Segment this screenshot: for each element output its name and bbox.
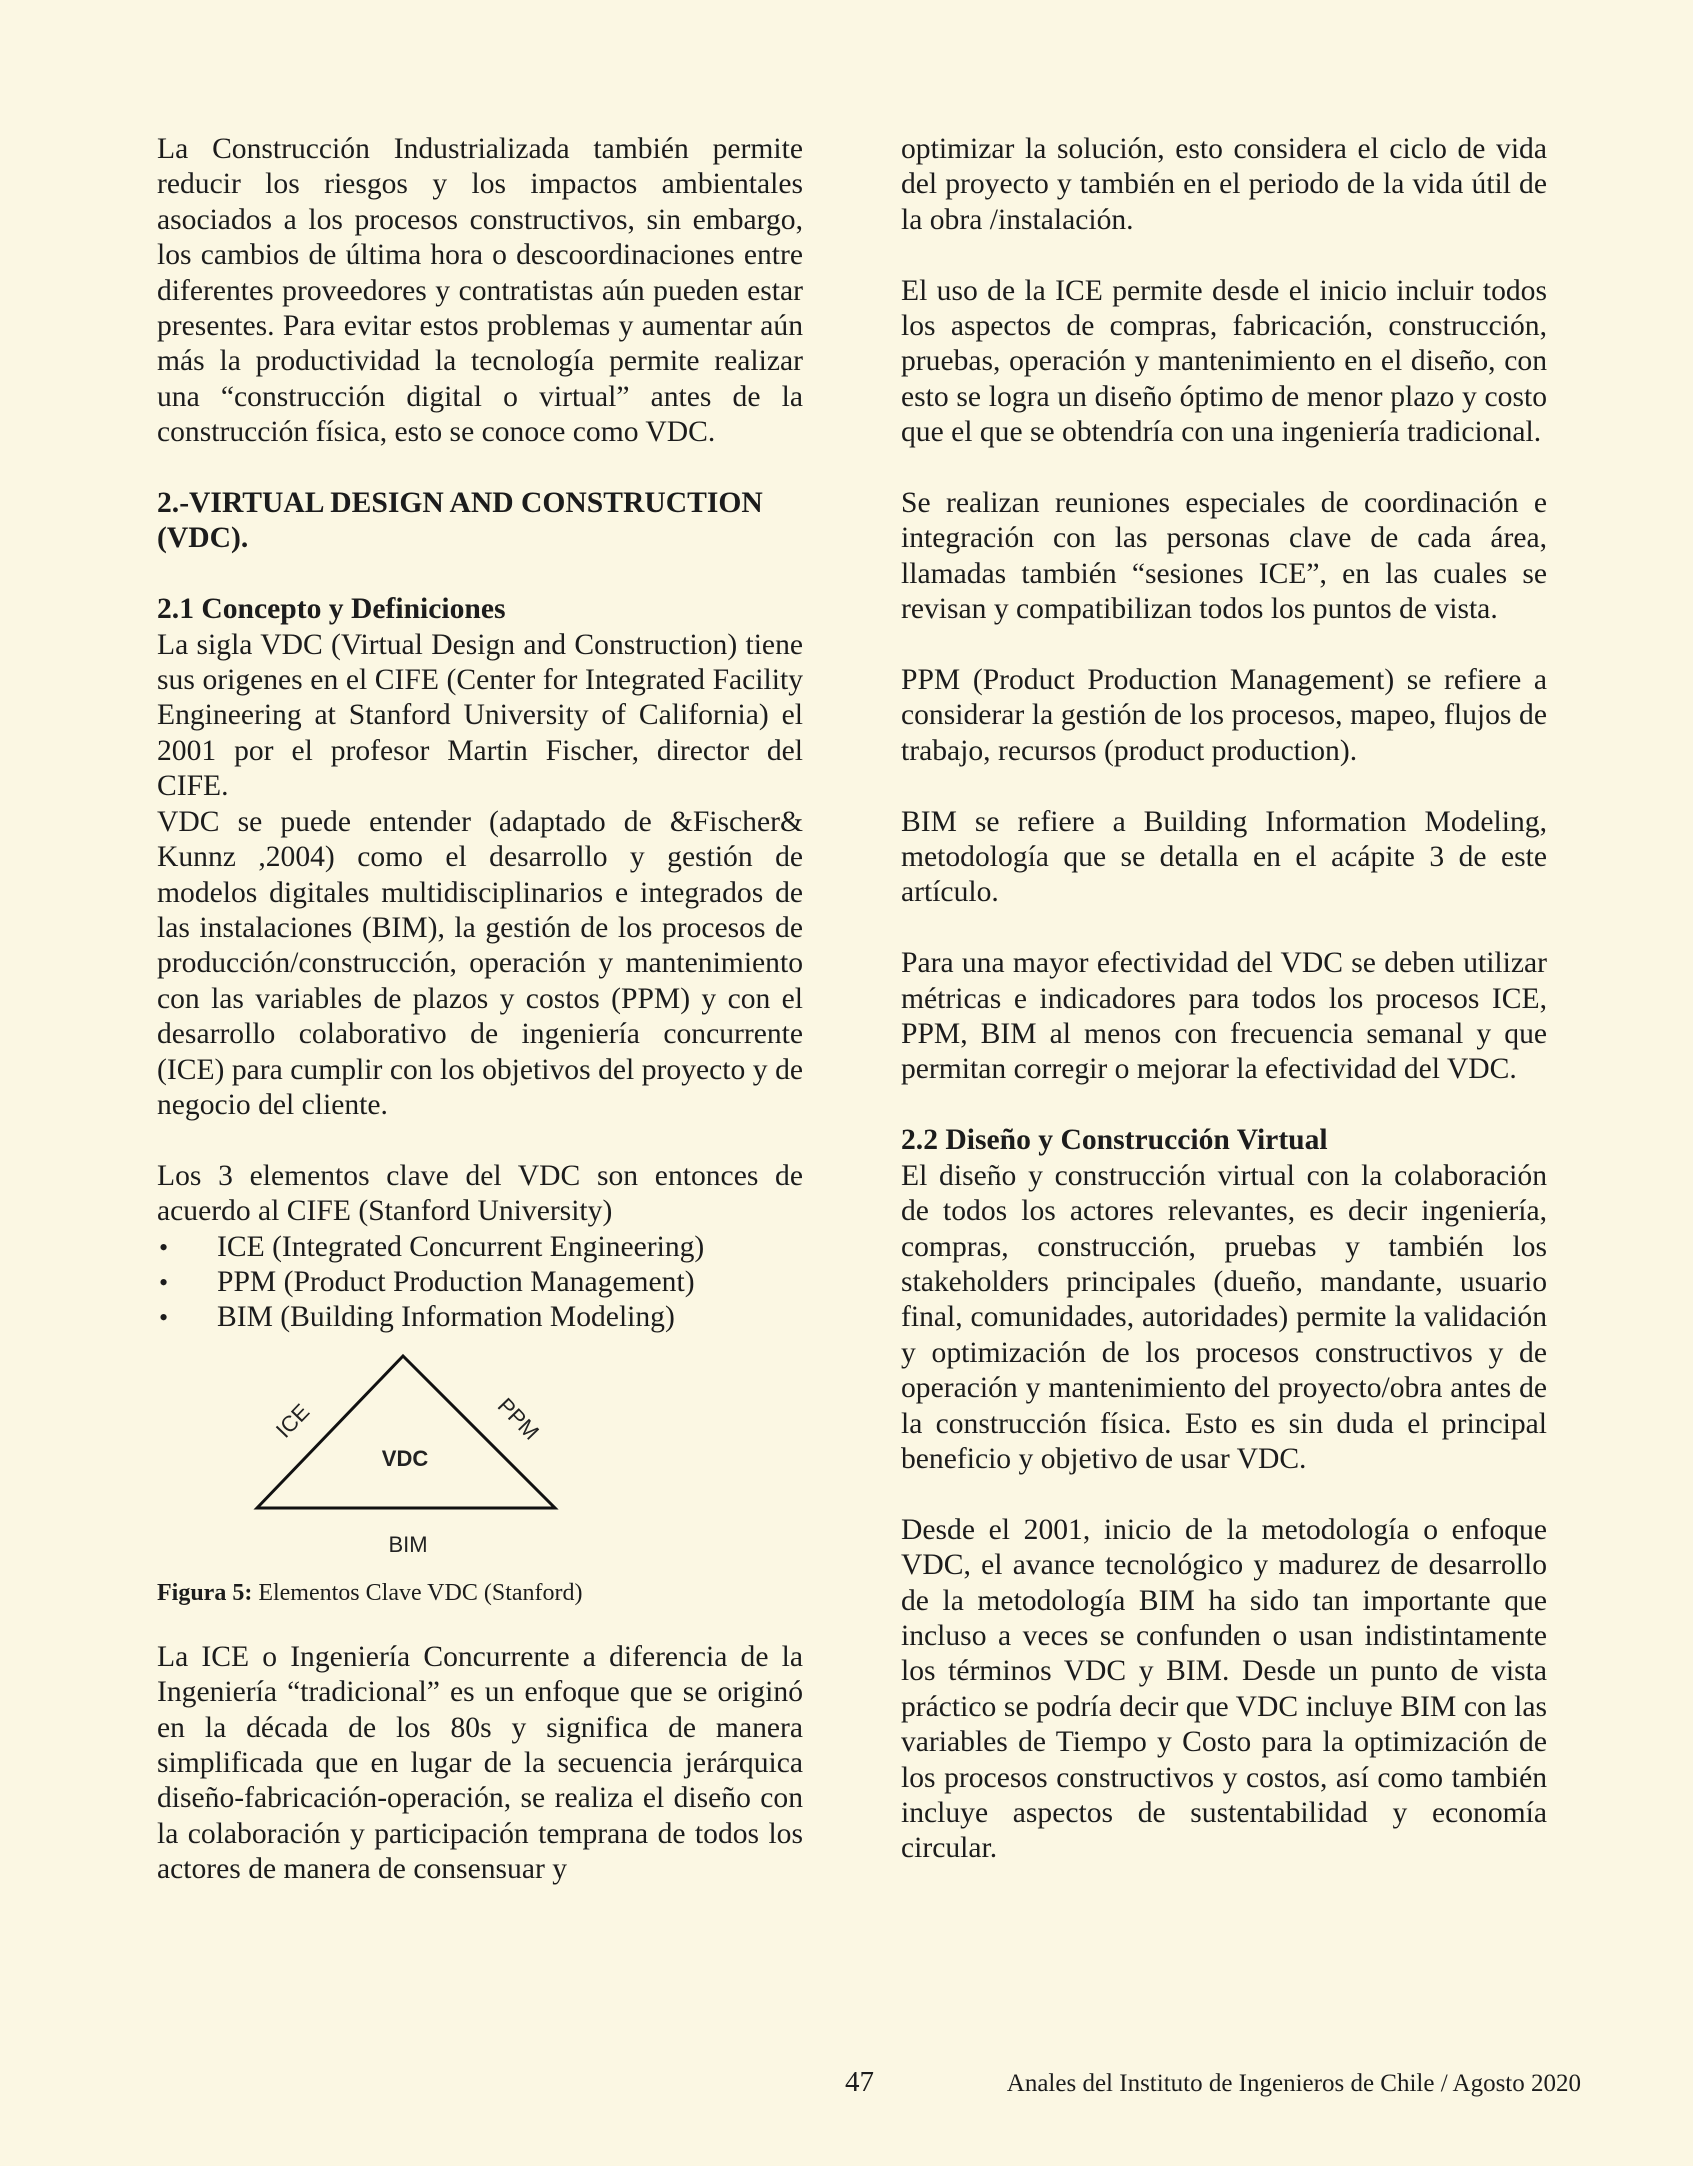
triangle-left-label: ICE: [270, 1398, 315, 1443]
left-column: [157, 132, 803, 1888]
bullet-icon: •: [159, 1303, 169, 1333]
paragraph: VDC se puede entender (adaptado de &Fischer& Kunnz ,2004) como el desarrollo y gestión de modelos digitales multidisciplinarios e integrados de las instalaciones (BIM), la gestión de los procesos de producción/construcción, operación y mantenimiento con las variables de plazos y costos (PPM) y con el desarrollo colaborativo de ingeniería concurrente (ICE) para cumplir con los objetivos del proyecto y de negocio del cliente.: [157, 805, 803, 1121]
bullet-icon: •: [159, 1232, 169, 1262]
list-item: • BIM (Building Information Modeling): [157, 1300, 803, 1335]
vdc-triangle-figure: [157, 1342, 803, 1572]
section-title: 2.-VIRTUAL DESIGN AND CONSTRUCTION (VDC).: [157, 487, 763, 555]
caption-text: Elementos Clave VDC (Stanford): [252, 1579, 583, 1606]
figure-caption: [157, 1578, 803, 1608]
paragraph: optimizar la solución, esto considera el ciclo de vida del proyecto y también en el periodo de la vida útil de la obra /instalación.: [901, 133, 1547, 236]
page-number: 47: [845, 2066, 874, 2098]
paragraph: El diseño y construcción virtual con la colaboración de todos los actores relevantes, es decir ingeniería, compras, construcción, pruebas y también los stakeholders principales (dueño, mandante, usuario final, comunidades, autoridades) permite la validación y optimización de los procesos constructivos y de operación y mantenimiento del proyecto/obra antes de la construcción física. Esto es sin duda el principal beneficio y objetivo de usar VDC.: [901, 1159, 1547, 1475]
paragraph: La ICE o Ingeniería Concurrente a diferencia de la Ingeniería “tradicional” es un enfoque que se originó en la década de los 80s y significa de manera simplificada que en lugar de la secuencia jerárquica diseño-fabricación-operación, se realiza el diseño con la colaboración y participación temprana de todos los actores de manera de consensuar y: [157, 1640, 803, 1886]
triangle-shape: [257, 1356, 555, 1508]
triangle-center-label: VDC: [381, 1445, 429, 1471]
right-column: [901, 132, 1547, 1867]
paragraph: Se realizan reuniones especiales de coordinación e integración con las personas clave de cada área, llamadas también “sesiones ICE”, en las cuales se revisan y compatibilizan todos los puntos de vista.: [901, 487, 1547, 626]
paragraph: La Construcción Industrializada también permite reducir los riesgos y los impactos ambientales asociados a los procesos constructivos, sin embargo, los cambios de última hora o descoordinaciones entre diferentes proveedores y contratistas aún pueden estar presentes. Para evitar estos problemas y aumentar aún más la productividad la tecnología permite realizar una “construcción digital o virtual” antes de la construcción física, esto se conoce como VDC.: [157, 133, 803, 449]
journal-footer: Anales del Instituto de Ingenieros de Chile / Agosto 2020: [1006, 2070, 1581, 2097]
paragraph: PPM (Product Production Management) se refiere a considerar la gestión de los procesos, mapeo, flujos de trabajo, recursos (product production).: [901, 664, 1547, 767]
paragraph: Los 3 elementos clave del VDC son entonces de acuerdo al CIFE (Stanford University): [157, 1159, 803, 1228]
list-item: • PPM (Product Production Management): [157, 1265, 803, 1300]
paragraph: Desde el 2001, inicio de la metodología o enfoque VDC, el avance tecnológico y madurez de desarrollo de la metodología BIM ha sido tan importante que incluso a veces se confunden o usan indistintamente los términos VDC y BIM. Desde un punto de vista práctico se podría decir que VDC incluye BIM con las variables de Tiempo y Costo para la optimización de los procesos constructivos y costos, así como también incluye aspectos de sustentabilidad y economía circular.: [901, 1513, 1547, 1865]
paragraph: Para una mayor efectividad del VDC se deben utilizar métricas e indicadores para todos los procesos ICE, PPM, BIM al menos con frecuencia semanal y que permitan corregir o mejorar la efectividad del VDC.: [901, 947, 1547, 1086]
list-item: • ICE (Integrated Concurrent Engineering): [157, 1230, 803, 1265]
key-elements-list: [157, 1230, 803, 1336]
paragraph: El uso de la ICE permite desde el inicio incluir todos los aspectos de compras, fabricación, construcción, pruebas, operación y mantenimiento en el diseño, con esto se logra un diseño óptimo de menor plazo y costo que el que se obtendría con una ingeniería tradicional.: [901, 274, 1547, 449]
triangle-bottom-label: BIM: [388, 1531, 428, 1557]
caption-label: Figura 5:: [157, 1579, 253, 1606]
bullet-icon: •: [159, 1267, 169, 1297]
paragraph: BIM se refiere a Building Information Modeling, metodología que se detalla en el acápite 3 de este artículo.: [901, 805, 1547, 909]
triangle-right-label: PPM: [492, 1392, 544, 1445]
vdc-triangle-diagram: [157, 1342, 803, 1572]
subsection-title: 2.1 Concepto y Definiciones: [157, 593, 506, 626]
subsection-title: 2.2 Diseño y Construcción Virtual: [901, 1124, 1328, 1157]
paragraph: La sigla VDC (Virtual Design and Construction) tiene sus origenes en el CIFE (Center for Integrated Facility Engineering at Stanford University of California) el 2001 por el profesor Martin Fischer, director del CIFE.: [157, 628, 803, 803]
